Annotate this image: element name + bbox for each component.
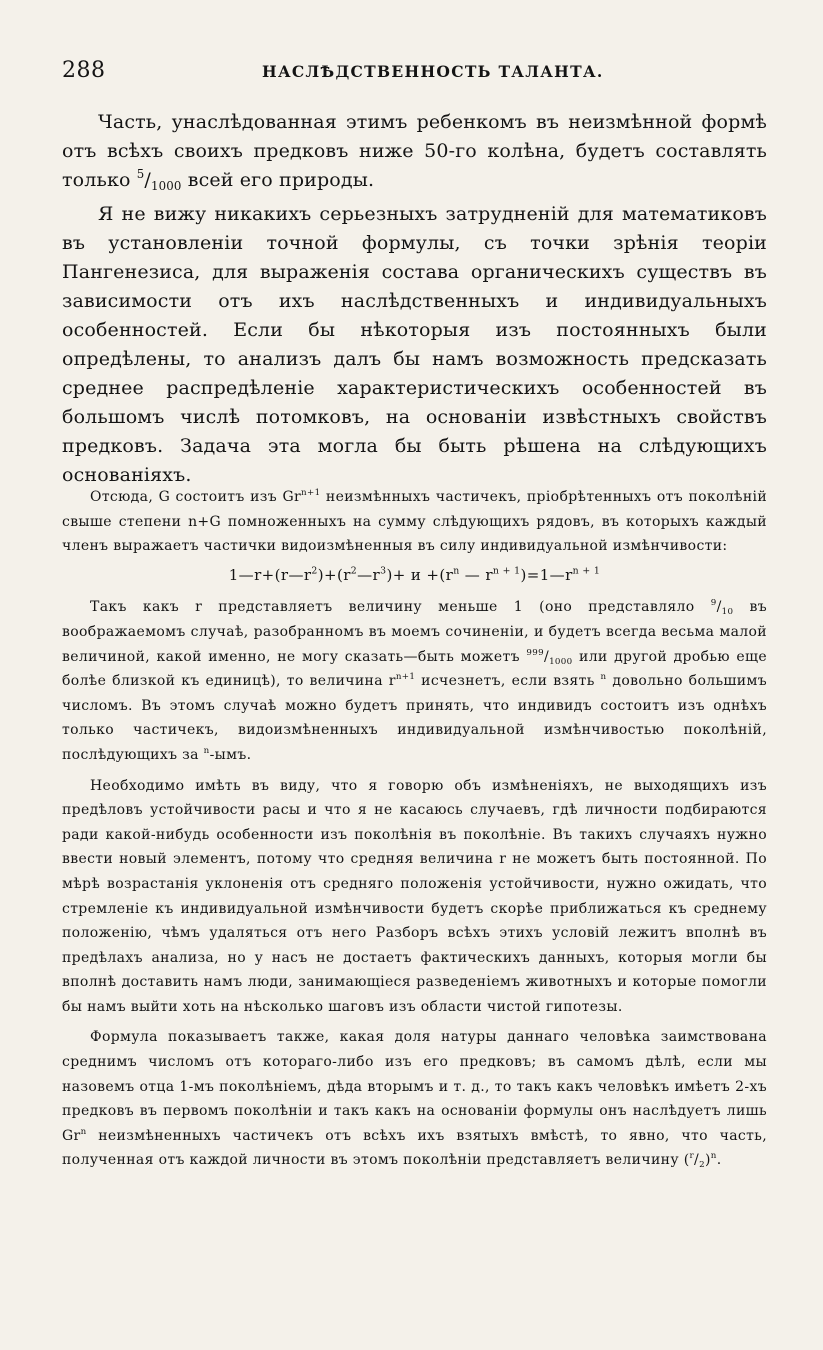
note-1-exponent: n+1 xyxy=(301,487,321,498)
formula-part-4: )+ и +(r xyxy=(386,565,454,584)
note-4: Формула показываетъ также, какая доля натуры даннаго человѣка заимствована среднимъ числомъ отъ котораго-либо изъ его предковъ; въ самомъ дѣлѣ, если мы назовемъ отца 1-мъ поколѣніемъ, дѣда вторымъ и т. д., то такъ какъ человѣкъ имѣетъ 2-хъ предковъ въ первомъ поколѣніи и такъ какъ на основаніи формулы онъ наслѣдуетъ лишь Gr$^n$ неизмѣненныхъ частичекъ отъ всѣхъ ихъ взятыхъ вмѣстѣ, то явно, что часть, полученная отъ каждой личности въ этомъ поколѣніи представляетъ величину $(^r/_2)^n$. xyxy=(62,1029,767,1171)
note-2-text-a: Такъ какъ r представляетъ величину меньше 1 (оно представляло xyxy=(90,599,711,616)
note-4-fraction-denominator: 2 xyxy=(699,1160,705,1171)
formula-exponent-2: 2 xyxy=(350,565,358,577)
note-2-fraction-1-numerator: 9 xyxy=(710,598,717,609)
formula-part-1: 1—r+(r—r xyxy=(228,565,312,584)
notes-section xyxy=(62,485,767,1173)
note-2-exponent-2: n xyxy=(600,672,607,683)
note-2: Такъ какъ r представляетъ величину меньше 1 (оно представляло $^9/_{10}$ въ воображаемомъ случаѣ, разобранномъ въ моемъ сочиненіи, и будетъ всегда весьма малой величиной, какой именно, не могу сказать—быть можетъ $^{999}/_{1000}$ или другой дробью еще болѣе близкой къ единицѣ), то величина $r^{n+1}$ исчезнетъ, если взять $^n$ довольно большимъ числомъ. Въ этомъ случаѣ можно будетъ принять, что индивидъ состоитъ изъ однѣхъ только частичекъ, видоизмѣненныхъ индивидуальной измѣнчивостью поколѣній, послѣдующихъ за $^n$-ымъ. xyxy=(62,598,767,763)
paragraph-1: Часть, унаслѣдованная этимъ ребенкомъ въ неизмѣнной формѣ отъ всѣхъ своихъ предковъ ниже 50-го колѣна, будетъ составлять только $^5/_{1000}$ всей его природы. xyxy=(62,111,767,194)
note-1 xyxy=(62,485,767,559)
note-1-text-b: неизмѣнныхъ частичекъ, пріобрѣтенныхъ отъ поколѣній свыше степени n+G помноженныхъ на сумму слѣдующихъ рядовъ, въ которыхъ каждый членъ выражаетъ частички видоизмѣненныя въ силу индивидуальной измѣнчивости: xyxy=(62,489,768,555)
paragraph-1-text-b: всей его природы. xyxy=(181,169,375,191)
note-2-text-e: довольно большимъ числомъ. Въ этомъ случаѣ можно будетъ принять, что индивидъ состоитъ изъ однѣхъ только частичекъ, видоизмѣненныхъ индивидуальной измѣнчивостью поколѣній, послѣдующихъ за xyxy=(62,673,767,763)
formula-part-2: )+(r xyxy=(317,565,351,584)
note-4-text-b: неизмѣненныхъ частичекъ отъ всѣхъ ихъ взятыхъ вмѣстѣ, то явно, что часть, полученная отъ каждой личности въ этомъ поколѣніи представляетъ величину ( xyxy=(62,1127,767,1169)
note-2-exponent-1: n+1 xyxy=(395,672,416,683)
note-4-text-a: Формула показываетъ также, какая доля натуры даннаго человѣка заимствована среднимъ числомъ отъ котораго-либо изъ его предковъ; въ самомъ дѣлѣ, если мы назовемъ отца 1-мъ поколѣніемъ, дѣда вторымъ и т. д., то такъ какъ человѣкъ имѣетъ 2-хъ предковъ въ первомъ поколѣніи и такъ какъ на основаніи формулы онъ наслѣдуетъ лишь Gr xyxy=(62,1029,767,1144)
formula-exponent-4: n xyxy=(453,565,460,577)
fraction-numerator: 5 xyxy=(136,166,145,181)
running-header xyxy=(62,58,767,86)
note-2-text-b: въ воображаемомъ случаѣ, разобранномъ въ моемъ сочиненіи, и будетъ всегда весьма малой величиной, какой именно, не могу сказать—быть можетъ xyxy=(62,599,767,665)
formula-part-3: —r xyxy=(357,565,381,584)
note-2-text-c: или другой дробью еще болѣе близкой къ единицѣ), то величина r xyxy=(62,648,767,690)
formula-exponent-6: n + 1 xyxy=(572,565,601,577)
paragraph-1-text-a: Часть, унаслѣдованная этимъ ребенкомъ въ неизмѣнной формѣ отъ всѣхъ своихъ предковъ ниже 50-го колѣна, будетъ составлять только xyxy=(62,111,767,191)
series-formula xyxy=(62,563,767,588)
note-2-text-d: исчезнетъ, если взять xyxy=(415,673,601,690)
running-title: НАСЛѢДСТВЕННОСТЬ ТАЛАНТА. xyxy=(262,62,604,81)
page-number: 288 xyxy=(62,58,106,83)
note-4-exponent-2: n xyxy=(710,1151,717,1162)
note-4-text-c: ) xyxy=(704,1152,711,1169)
formula-exponent-1: 2 xyxy=(311,565,318,577)
formula-exponent-5: n + 1 xyxy=(492,565,521,577)
formula-part-6: )=1—r xyxy=(520,565,573,584)
formula-part-5: — r xyxy=(459,565,493,584)
main-text xyxy=(62,108,767,490)
paragraph-2: Я не вижу никакихъ серьезныхъ затрудненій для математиковъ въ установленіи точной формулы, съ точки зрѣнія теоріи Пангенезиса, для выраженія состава органическихъ существъ въ зависимости отъ ихъ наслѣдственныхъ и индивидуальныхъ особенностей. Если бы нѣкоторыя изъ постоянныхъ были опредѣлены, то анализъ далъ бы намъ возможность предсказать среднее распредѣленіе характеристическихъ особенностей въ большомъ числѣ потомковъ, на основаніи извѣстныхъ свойствъ предковъ. Задача эта могла бы быть рѣшена на слѣдующихъ основаніяхъ. xyxy=(62,203,767,486)
note-4-exponent-1: n xyxy=(80,1126,87,1137)
note-3: Необходимо имѣть въ виду, что я говорю объ измѣненіяхъ, не выходящихъ изъ предѣловъ устойчивости расы и что я не касаюсь случаевъ, гдѣ личности подбираются ради какой-нибудь особенности изъ поколѣнія въ поколѣніе. Въ такихъ случаяхъ нужно ввести новый элементъ, потому что средняя величина r не можетъ быть постоянной. По мѣрѣ возрастанія уклоненія отъ средняго положенія устойчивости, нужно ожидать, что стремленіе къ индивидуальной измѣнчивости будетъ скорѣе приближаться къ среднему положенію, чѣмъ удаляться отъ него Разборъ всѣхъ этихъ условій лежитъ вполнѣ въ предѣлахъ анализа, но у насъ не достаетъ фактическихъ данныхъ, которыя могли бы вполнѣ доставить намъ люди, занимающіеся разведеніемъ животныхъ и которые помогли бы намъ выйти хоть на нѣсколько шаговъ изъ области чистой гипотезы. xyxy=(62,777,767,1015)
note-1-text-a: Отсюда, G состоитъ изъ Gr xyxy=(90,489,302,505)
note-2-fraction-1-denominator: 10 xyxy=(721,607,734,618)
note-2-text-f: -ымъ. xyxy=(209,746,252,763)
formula-exponent-3: 3 xyxy=(380,565,387,577)
note-4-fraction-numerator: r xyxy=(689,1151,695,1162)
fraction-denominator: 1000 xyxy=(150,179,182,194)
note-2-fraction-2-numerator: 999 xyxy=(526,647,544,658)
note-2-fraction-2-denominator: 1000 xyxy=(549,656,573,667)
note-4-text-d: . xyxy=(716,1152,722,1169)
note-2-exponent-3: n xyxy=(203,745,210,756)
